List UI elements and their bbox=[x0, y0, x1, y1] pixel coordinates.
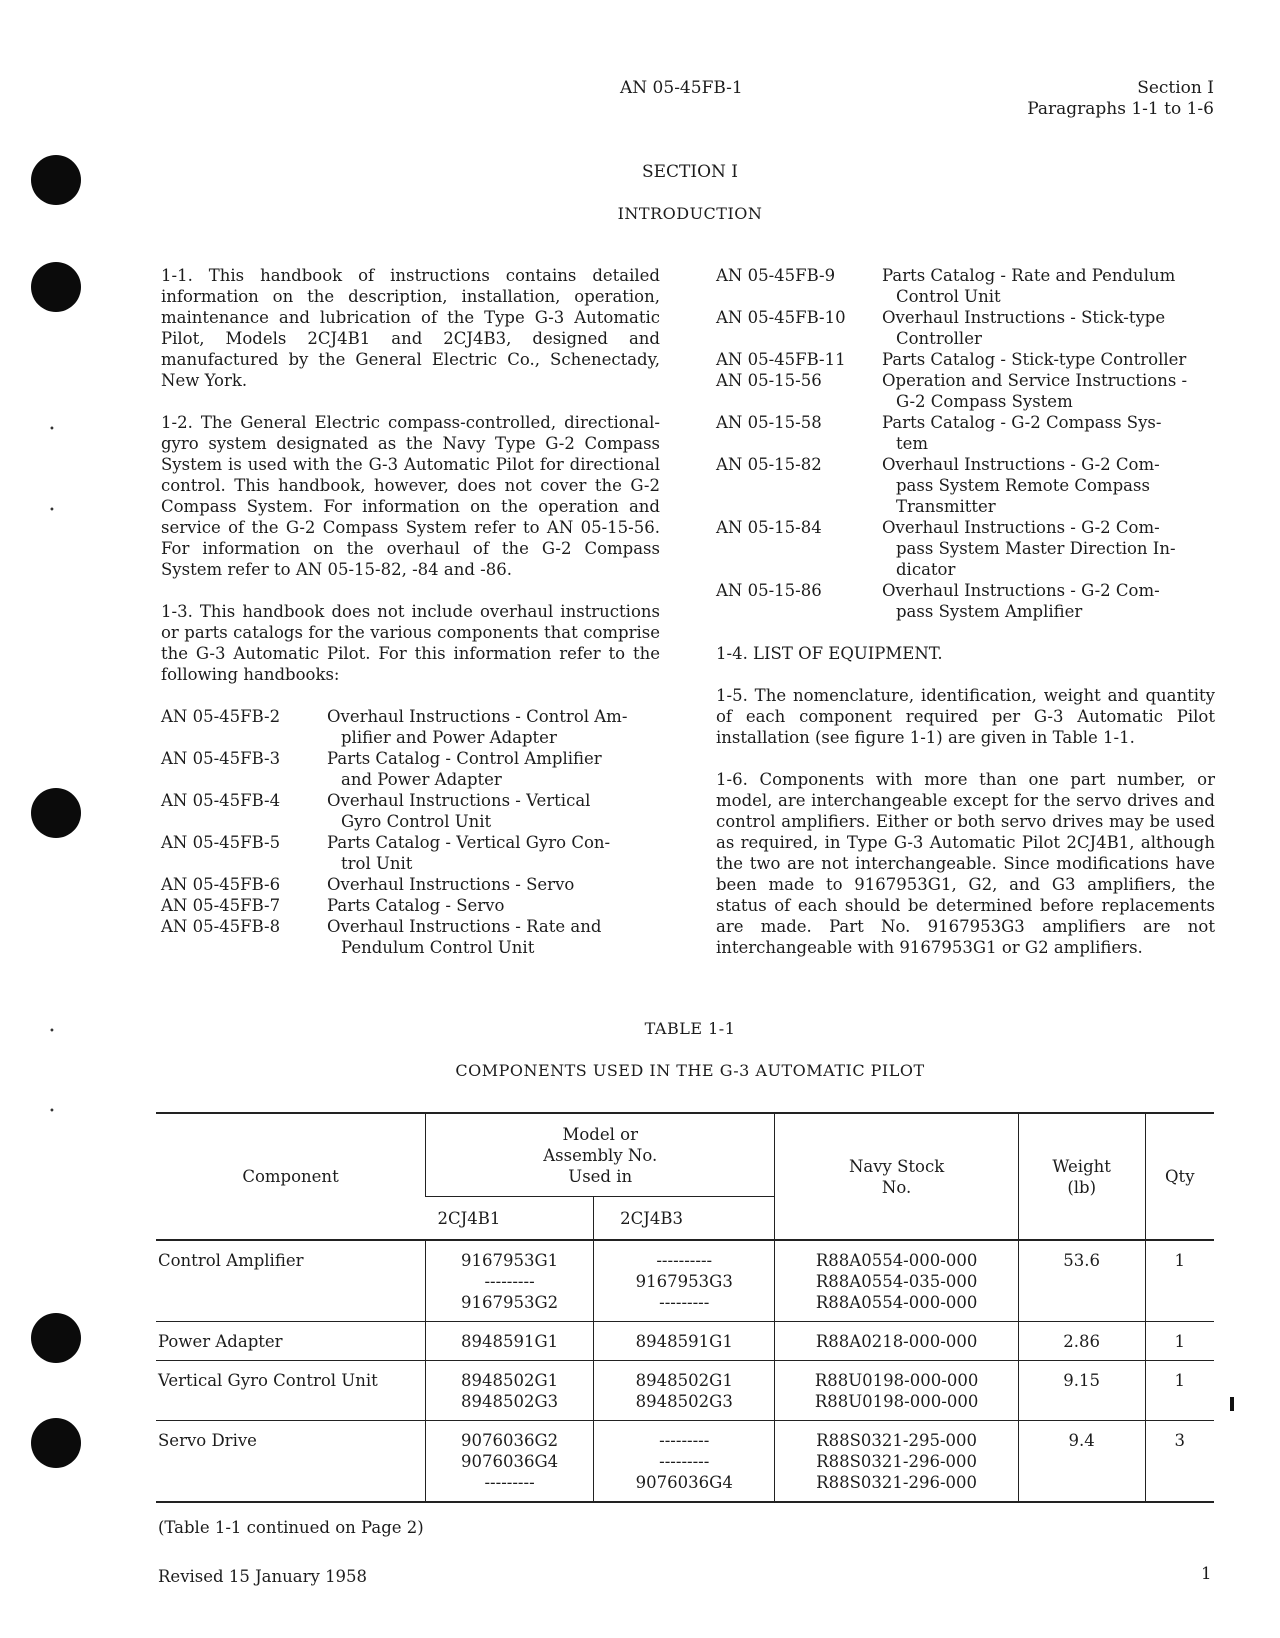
handbook-title bbox=[882, 265, 1215, 307]
handbook-title-line: Parts Catalog - G-2 Compass Sys- bbox=[882, 413, 1162, 432]
handbook-code: AN 05-45FB-3 bbox=[161, 749, 281, 768]
handbook-title-line: Parts Catalog - Servo bbox=[327, 896, 505, 915]
handbook-title bbox=[327, 832, 660, 874]
handbook-title-line: pass System Amplifier bbox=[896, 602, 1083, 621]
handbook-entry bbox=[716, 454, 1215, 517]
cell-component: Servo Drive bbox=[158, 1431, 257, 1450]
handbook-code: AN 05-45FB-5 bbox=[161, 833, 281, 852]
handbook-title-line: Overhaul Instructions - Vertical bbox=[327, 791, 591, 810]
header-component: Component bbox=[156, 1113, 426, 1240]
handbook-title-line: Parts Catalog - Rate and Pendulum bbox=[882, 266, 1176, 285]
cell-line: 8948502G3 bbox=[460, 1392, 559, 1411]
handbook-entry bbox=[716, 412, 1215, 454]
cell-line: 9076036G4 bbox=[460, 1452, 559, 1471]
paragraph-1-3: 1-3. This handbook does not include overhaul instructions or parts catalogs for the various components that comprise the G-3 Automatic Pilot. For this information refer to the following handbooks: bbox=[161, 602, 660, 684]
handbook-title-line: Overhaul Instructions - G-2 Com- bbox=[882, 581, 1160, 600]
scan-speck: • bbox=[49, 424, 55, 435]
header-section-info bbox=[1027, 78, 1214, 120]
header-model-group bbox=[426, 1113, 775, 1197]
header-model-line: Used in bbox=[568, 1166, 633, 1186]
change-bar-mark bbox=[1230, 1397, 1234, 1411]
cell-line: 8948591G1 bbox=[635, 1332, 733, 1351]
header-model-2cj4b1: 2CJ4B1 bbox=[426, 1197, 594, 1241]
header-weight-line: (lb) bbox=[1067, 1177, 1097, 1197]
handbook-entry bbox=[161, 748, 660, 790]
cell-model-2cj4b3 bbox=[594, 1361, 775, 1421]
cell-weight: 9.15 bbox=[1018, 1361, 1145, 1421]
header-stock-line: Navy Stock bbox=[848, 1156, 945, 1176]
section-title: SECTION I bbox=[641, 162, 739, 182]
handbook-title-line: Overhaul Instructions - Servo bbox=[327, 875, 575, 894]
cell-weight: 9.4 bbox=[1018, 1421, 1145, 1503]
handbook-code: AN 05-45FB-11 bbox=[716, 350, 846, 369]
table-number: TABLE 1-1 bbox=[644, 1019, 736, 1038]
handbook-title-line: pass System Remote Compass bbox=[896, 476, 1150, 495]
cell-model-2cj4b3 bbox=[594, 1240, 775, 1322]
cell-model-2cj4b3 bbox=[594, 1421, 775, 1503]
handbook-title bbox=[882, 454, 1215, 517]
header-stock-line: No. bbox=[881, 1177, 912, 1197]
handbook-code: AN 05-45FB-10 bbox=[716, 308, 846, 327]
revision-date: Revised 15 January 1958 bbox=[158, 1567, 368, 1586]
section-subtitle: INTRODUCTION bbox=[617, 204, 763, 223]
handbook-title-line: Overhaul Instructions - Stick-type bbox=[882, 308, 1166, 327]
handbook-entry bbox=[716, 349, 1215, 370]
handbook-entry bbox=[161, 916, 660, 958]
handbook-code: AN 05-15-56 bbox=[716, 371, 822, 390]
handbook-title-line: Pendulum Control Unit bbox=[341, 938, 535, 957]
components-table bbox=[156, 1112, 1214, 1503]
handbook-code: AN 05-45FB-8 bbox=[161, 917, 281, 936]
header-qty: Qty bbox=[1145, 1113, 1214, 1240]
scan-speck: • bbox=[49, 1026, 55, 1037]
cell-line: R88U0198-000-000 bbox=[814, 1371, 979, 1390]
cell-line: R88S0321-296-000 bbox=[816, 1452, 978, 1471]
handbook-list-right bbox=[716, 265, 1215, 622]
header-section: Section I bbox=[1137, 78, 1214, 98]
binder-hole-2 bbox=[31, 262, 81, 312]
cell-line: R88U0198-000-000 bbox=[814, 1392, 979, 1411]
handbook-list-left bbox=[161, 706, 660, 958]
handbook-title-line: Controller bbox=[896, 329, 982, 348]
cell-line: --------- bbox=[659, 1293, 710, 1312]
header-navy-stock bbox=[775, 1113, 1018, 1240]
scan-speck: • bbox=[49, 505, 55, 516]
table-row bbox=[156, 1421, 1214, 1503]
header-weight bbox=[1018, 1113, 1145, 1240]
handbook-entry bbox=[161, 706, 660, 748]
cell-component: Control Amplifier bbox=[158, 1251, 304, 1270]
binder-hole-3 bbox=[31, 788, 81, 838]
cell-line: R88A0218-000-000 bbox=[815, 1332, 978, 1351]
cell-line: --------- bbox=[484, 1473, 535, 1492]
table-row bbox=[156, 1361, 1214, 1421]
cell-weight: 2.86 bbox=[1018, 1322, 1145, 1361]
handbook-title bbox=[882, 370, 1215, 412]
cell-line: 8948502G3 bbox=[635, 1392, 733, 1411]
handbook-title-line: Overhaul Instructions - G-2 Com- bbox=[882, 518, 1160, 537]
handbook-title-line: Parts Catalog - Stick-type Controller bbox=[882, 350, 1187, 369]
cell-line: 9167953G2 bbox=[460, 1293, 559, 1312]
handbook-title bbox=[327, 706, 660, 748]
cell-qty: 1 bbox=[1145, 1240, 1214, 1322]
handbook-title-line: tem bbox=[896, 434, 929, 453]
header-model-line: Assembly No. bbox=[543, 1145, 658, 1165]
document-number: AN 05-45FB-1 bbox=[620, 78, 743, 98]
cell-line: 9167953G3 bbox=[635, 1272, 733, 1291]
handbook-title-line: dicator bbox=[896, 560, 956, 579]
cell-model-2cj4b1 bbox=[426, 1361, 594, 1421]
paragraph-1-6: 1-6. Components with more than one part number, or model, are interchangeable except for the servo drives and control amplifiers. Either or both servo drives may be used as required, in Type G-3 Automatic Pilot 2CJ4B1, although the two are not interchangeable. Since modifications have been made to 9167953G1, G2, and G3 amplifiers, the status of each should be determined before replacements are made. Part No. 9167953G3 amplifiers are not interchangeable with 9167953G1 or G2 amplifiers. bbox=[716, 770, 1215, 957]
cell-line: ---------- bbox=[656, 1251, 713, 1270]
handbook-entry bbox=[716, 517, 1215, 580]
table-row bbox=[156, 1322, 1214, 1361]
handbook-title-line: plifier and Power Adapter bbox=[341, 728, 557, 747]
handbook-title-line: Parts Catalog - Control Amplifier bbox=[327, 749, 602, 768]
header-paragraphs: Paragraphs 1-1 to 1-6 bbox=[1027, 99, 1214, 119]
cell-weight: 53.6 bbox=[1018, 1240, 1145, 1322]
handbook-code: AN 05-15-82 bbox=[716, 455, 822, 474]
cell-navy-stock bbox=[775, 1240, 1018, 1322]
handbook-title-line: Operation and Service Instructions - bbox=[882, 371, 1188, 390]
cell-line: R88S0321-296-000 bbox=[816, 1473, 978, 1492]
cell-line: 8948502G1 bbox=[460, 1371, 559, 1390]
header-model-line: Model or bbox=[562, 1124, 638, 1144]
handbook-title-line: Overhaul Instructions - G-2 Com- bbox=[882, 455, 1160, 474]
cell-qty: 3 bbox=[1145, 1421, 1214, 1503]
cell-line: 9167953G1 bbox=[460, 1251, 559, 1270]
handbook-entry bbox=[716, 265, 1215, 307]
handbook-title bbox=[327, 895, 660, 916]
handbook-title-line: Transmitter bbox=[896, 497, 996, 516]
handbook-title-line: trol Unit bbox=[341, 854, 413, 873]
handbook-entry bbox=[161, 832, 660, 874]
handbook-title-line: and Power Adapter bbox=[341, 770, 502, 789]
cell-line: --------- bbox=[484, 1272, 535, 1291]
handbook-title bbox=[327, 748, 660, 790]
table-row bbox=[156, 1240, 1214, 1322]
handbook-code: AN 05-45FB-6 bbox=[161, 875, 281, 894]
scan-speck: • bbox=[49, 1106, 55, 1117]
paragraph-1-5: 1-5. The nomenclature, identification, weight and quantity of each component required per G-3 Automatic Pilot installation (see figure 1-1) are given in Table 1-1. bbox=[716, 686, 1215, 747]
handbook-entry bbox=[161, 790, 660, 832]
page-number: 1 bbox=[1201, 1564, 1212, 1583]
handbook-code: AN 05-45FB-4 bbox=[161, 791, 281, 810]
handbook-title-line: Overhaul Instructions - Rate and bbox=[327, 917, 602, 936]
cell-navy-stock bbox=[775, 1322, 1018, 1361]
binder-hole-4 bbox=[31, 1313, 81, 1363]
handbook-title-line: G-2 Compass System bbox=[896, 392, 1073, 411]
cell-component: Power Adapter bbox=[158, 1332, 283, 1351]
cell-line: --------- bbox=[659, 1452, 710, 1471]
table-continued-note: (Table 1-1 continued on Page 2) bbox=[158, 1518, 424, 1537]
handbook-title bbox=[327, 790, 660, 832]
binder-hole-5 bbox=[31, 1418, 81, 1468]
cell-line: R88A0554-000-000 bbox=[815, 1293, 978, 1312]
handbook-entry bbox=[716, 580, 1215, 622]
cell-line: 9076036G4 bbox=[635, 1473, 733, 1492]
cell-line: R88S0321-295-000 bbox=[816, 1431, 978, 1450]
cell-line: --------- bbox=[659, 1431, 710, 1450]
handbook-title-line: pass System Master Direction In- bbox=[896, 539, 1176, 558]
handbook-title bbox=[882, 307, 1215, 349]
paragraph-1-2: 1-2. The General Electric compass-controlled, directional-gyro system designated as the Navy Type G-2 Compass System is used with the G-3 Automatic Pilot for directional control. This handbook, however, does not cover the G-2 Compass System. For information on the operation and service of the G-2 Compass System refer to AN 05-15-56. For information on the overhaul of the G-2 Compass System refer to AN 05-15-82, -84 and -86. bbox=[161, 413, 660, 579]
table-title: COMPONENTS USED IN THE G-3 AUTOMATIC PILOT bbox=[455, 1061, 925, 1080]
paragraph-1-4: 1-4. LIST OF EQUIPMENT. bbox=[716, 644, 943, 663]
cell-line: R88A0554-035-000 bbox=[815, 1272, 978, 1291]
handbook-title-line: Gyro Control Unit bbox=[341, 812, 492, 831]
handbook-entry bbox=[161, 895, 660, 916]
cell-model-2cj4b1 bbox=[426, 1421, 594, 1503]
cell-navy-stock bbox=[775, 1421, 1018, 1503]
cell-model-2cj4b3 bbox=[594, 1322, 775, 1361]
handbook-code: AN 05-15-58 bbox=[716, 413, 822, 432]
cell-line: 8948591G1 bbox=[460, 1332, 559, 1351]
handbook-title bbox=[882, 580, 1215, 622]
cell-navy-stock bbox=[775, 1361, 1018, 1421]
header-weight-line: Weight bbox=[1052, 1156, 1111, 1176]
handbook-title bbox=[327, 874, 660, 895]
cell-model-2cj4b1 bbox=[426, 1240, 594, 1322]
left-column bbox=[161, 265, 660, 979]
handbook-code: AN 05-45FB-2 bbox=[161, 707, 281, 726]
handbook-title-line: Control Unit bbox=[896, 287, 1001, 306]
cell-qty: 1 bbox=[1145, 1361, 1214, 1421]
cell-line: R88A0554-000-000 bbox=[815, 1251, 978, 1270]
right-column bbox=[716, 265, 1215, 979]
handbook-title-line: Overhaul Instructions - Control Am- bbox=[327, 707, 628, 726]
handbook-code: AN 05-15-84 bbox=[716, 518, 822, 537]
cell-line: 9076036G2 bbox=[460, 1431, 559, 1450]
handbook-title bbox=[882, 412, 1215, 454]
handbook-title-line: Parts Catalog - Vertical Gyro Con- bbox=[327, 833, 611, 852]
handbook-code: AN 05-15-86 bbox=[716, 581, 822, 600]
handbook-title bbox=[882, 349, 1215, 370]
handbook-title bbox=[327, 916, 660, 958]
paragraph-1-1: 1-1. This handbook of instructions contains detailed information on the description, installation, operation, maintenance and lubrication of the Type G-3 Automatic Pilot, Models 2CJ4B1 and 2CJ4B3, designed and manufactured by the General Electric Co., Schenectady, New York. bbox=[161, 266, 660, 390]
handbook-entry bbox=[161, 874, 660, 895]
table-body bbox=[156, 1240, 1214, 1502]
cell-component: Vertical Gyro Control Unit bbox=[158, 1371, 378, 1390]
handbook-title bbox=[882, 517, 1215, 580]
header-model-2cj4b3: 2CJ4B3 bbox=[594, 1197, 775, 1241]
handbook-code: AN 05-45FB-9 bbox=[716, 266, 836, 285]
cell-model-2cj4b1 bbox=[426, 1322, 594, 1361]
cell-line: 8948502G1 bbox=[635, 1371, 733, 1390]
handbook-entry bbox=[716, 307, 1215, 349]
handbook-code: AN 05-45FB-7 bbox=[161, 896, 281, 915]
cell-qty: 1 bbox=[1145, 1322, 1214, 1361]
handbook-entry bbox=[716, 370, 1215, 412]
